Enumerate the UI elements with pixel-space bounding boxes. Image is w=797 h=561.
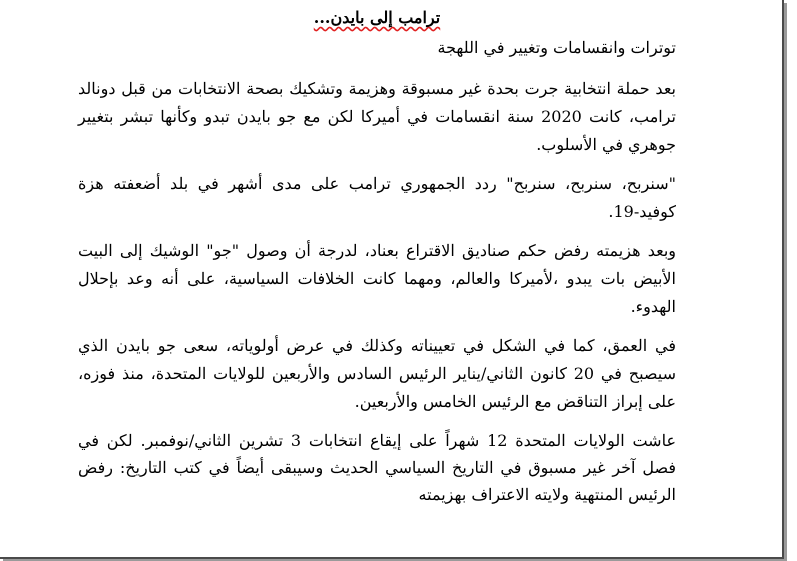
paragraph-5: عاشت الولايات المتحدة 12 شهراً على إيقاع انتخابات 3 تشرين الثاني/نوفمبر. لكن في فصل آخر غير مسبوق في التاريخ السياسي الحديث وسيبقى أيضاً في كتب التاريخ: رفض الرئيس المنتهية ولايته الاعتراف بهزيمته — [78, 431, 676, 504]
title-text: ترامب إلى بايدن... — [313, 8, 441, 27]
paragraph-1: بعد حملة انتخابية جرت بحدة غير مسبوقة وهزيمة وتشكيك بصحة الانتخابات من قبل دونالد ترامب، كانت 2020 سنة انقسامات في أميركا لكن مع جو بايدن تبدو وكأنها تبشر بتغيير جوهري في الأسلوب. — [78, 79, 676, 154]
paragraph-3: وبعد هزيمته رفض حكم صناديق الاقتراع بعناد، لدرجة أن وصول "جو" الوشيك إلى البيت الأبيض بات يبدو ،لأميركا والعالم، ومهما كانت الخلافات السياسية، على أنه وعد بإحلال الهدوء. — [78, 241, 676, 316]
document-subtitle: توترات وانقسامات وتغيير في اللهجة — [437, 38, 676, 57]
document-title — [78, 8, 676, 28]
paragraph-2: "سنربح، سنربح، سنربح" ردد الجمهوري ترامب على مدى أشهر في بلد أضعفته هزة كوفيد-19. — [78, 174, 676, 221]
paragraph-4: في العمق، كما في الشكل في تعييناته وكذلك في عرض أولوياته، سعى جو بايدن الذي سيصبح في 20 كانون الثاني/يناير الرئيس السادس والأربعين للولايات المتحدة، منذ فوزه، على إبراز التناقض مع الرئيس الخامس والأربعين. — [78, 336, 676, 411]
document-body — [78, 8, 676, 519]
